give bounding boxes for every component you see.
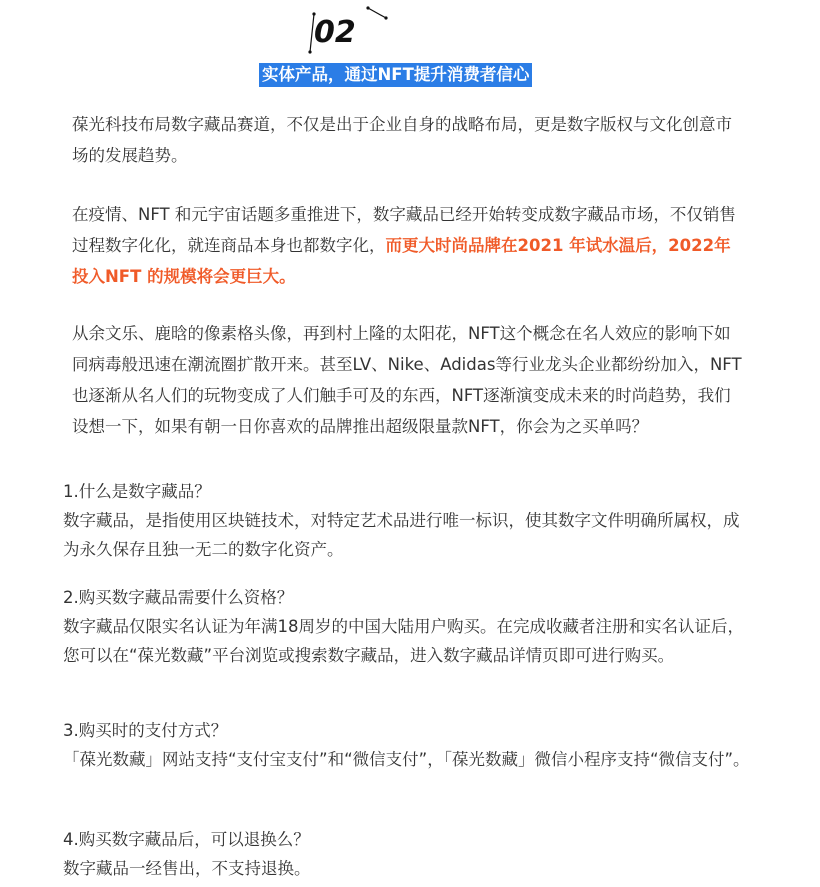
trend-paragraph bbox=[72, 199, 744, 292]
celebrity-paragraph: 从余文乐、鹿晗的像素格头像，再到村上隆的太阳花，NFT这个概念在名人效应的影响下如同病毒般迅速在潮流圈扩散开来。甚至LV、Nike、Adidas等行业龙头企业都纷纷加入，NFT也逐渐从名人们的玩物变成了人们触手可及的东西，NFT逐渐演变成未来的时尚趋势，我们设想一下，如果有朝一日你喜欢的品牌推出超级限量款NFT，你会为之买单吗？ bbox=[72, 324, 742, 436]
faq-item bbox=[63, 477, 753, 564]
section-number: 02 bbox=[314, 15, 356, 50]
section-number-badge bbox=[300, 4, 390, 60]
trend-text: 在疫情、NFT 和元宇宙话题多重推进下，数字藏品已经开始转变成数字藏品市场，不仅销售过程数字化化，就连商品本身也都数字化， bbox=[72, 205, 736, 255]
faq-answer: 数字藏品仅限实名认证为年满18周岁的中国大陆用户购买。在完成收藏者注册和实名认证后，您可以在“葆光数藏”平台浏览或搜索数字藏品，进入数字藏品详情页即可进行购买。 bbox=[63, 617, 744, 665]
faq-question: 2.购买数字藏品需要什么资格？ bbox=[63, 588, 294, 607]
faq-item bbox=[63, 825, 753, 883]
section-heading: 实体产品，通过NFT提升消费者信心 bbox=[259, 63, 532, 87]
faq-answer: 数字藏品一经售出，不支持退换。 bbox=[63, 859, 311, 878]
faq-item bbox=[63, 583, 753, 670]
dot-line-decoration-icon bbox=[300, 4, 390, 60]
faq-answer: 数字藏品，是指使用区块链技术，对特定艺术品进行唯一标识，使其数字文件明确所属权，成为永久保存且独一无二的数字化资产。 bbox=[63, 511, 740, 559]
faq-question: 3.购买时的支付方式？ bbox=[63, 721, 228, 740]
faq-answer: 「葆光数藏」网站支持“支付宝支付”和“微信支付”，「葆光数藏」微信小程序支持“微信支付”。 bbox=[63, 750, 750, 769]
trend-highlight: 而更大时尚品牌在2021 年试水温后，2022年投入NFT 的规模将会更巨大。 bbox=[72, 236, 731, 286]
faq-question: 1.什么是数字藏品？ bbox=[63, 482, 211, 501]
intro-paragraph: 葆光科技布局数字藏品赛道，不仅是出于企业自身的战略布局，更是数字版权与文化创意市场的发展趋势。 bbox=[72, 115, 732, 165]
faq-question: 4.购买数字藏品后，可以退换么？ bbox=[63, 830, 310, 849]
faq-item bbox=[63, 716, 753, 774]
